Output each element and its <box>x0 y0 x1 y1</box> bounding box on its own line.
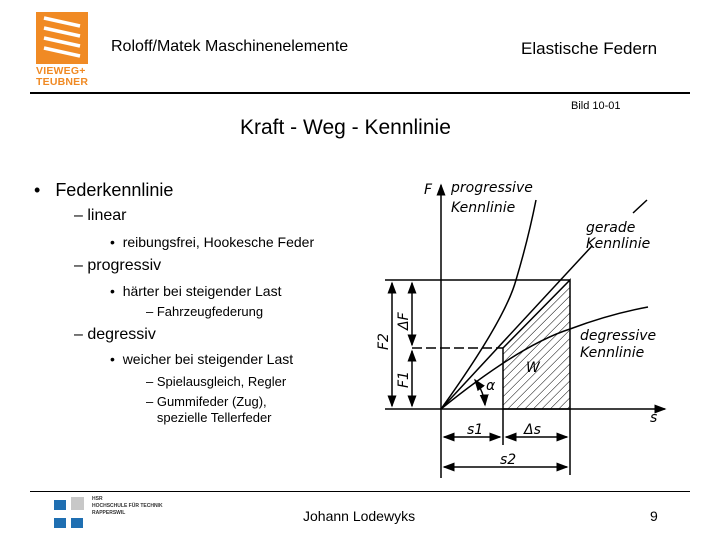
work-label: W <box>526 360 540 376</box>
bullet-text: progressiv <box>87 257 162 274</box>
bullet-text: härter bei steigender Last <box>122 283 282 299</box>
df-label: ΔF <box>396 312 412 330</box>
angle-label: α <box>486 378 496 394</box>
bullet-text: Federkennlinie <box>55 180 174 200</box>
bullet-linear-sub: • reibungsfrei, Hookesche Feder <box>110 234 315 250</box>
progressive-label: progressive <box>451 180 533 196</box>
bullet-text: Fahrzeugfederung <box>156 304 264 319</box>
footer-divider <box>30 491 690 492</box>
bullet-degressiv: – degressiv <box>74 326 156 343</box>
x-axis-label: s <box>650 410 658 426</box>
publisher-name: VIEWEG+ TEUBNER <box>36 65 89 88</box>
bullet-text: weicher bei steigender Last <box>122 351 294 367</box>
linear-label: gerade <box>586 220 636 236</box>
y-axis-label: F <box>424 182 433 198</box>
school-name: RAPPERSWIL <box>92 510 126 516</box>
degressive-label: Kennlinie <box>580 345 645 361</box>
figure-id: Bild 10-01 <box>571 100 621 112</box>
book-title: Roloff/Matek Maschinenelemente <box>111 38 349 55</box>
bullet-text: spezielle Tellerfeder <box>156 410 272 425</box>
bullet-text: degressiv <box>87 326 156 343</box>
bullet-degressiv-sub: • weicher bei steigender Last <box>110 351 294 367</box>
bullet-text: Spielausgleich, Regler <box>156 374 287 389</box>
bullet-degressiv-sub2b: – Gummifeder (Zug), spezielle Tellerfeder <box>146 394 272 425</box>
work-area-hatch <box>503 280 570 409</box>
degressive-label: degressive <box>580 328 657 344</box>
f2-label: F2 <box>376 333 392 350</box>
ds-label: Δs <box>524 422 541 438</box>
bullet-text: Gummifeder (Zug), <box>156 394 267 409</box>
progressive-label: Kennlinie <box>451 200 516 216</box>
bullet-progressiv-sub: • härter bei steigender Last <box>110 283 282 299</box>
bullet-l1: • Federkennlinie <box>34 180 174 200</box>
school-name: HOCHSCHULE FÜR TECHNIK <box>92 503 163 509</box>
s2-label: s2 <box>500 452 517 468</box>
bullet-progressiv-sub2: – Fahrzeugfederung <box>146 304 264 319</box>
page-number: 9 <box>650 508 658 524</box>
chapter-title: Elastische Federn <box>521 39 658 58</box>
bullet-text: linear <box>87 207 127 224</box>
linear-label: Kennlinie <box>586 236 651 252</box>
bullet-progressiv: – progressiv <box>74 257 162 274</box>
f1-label: F1 <box>396 371 412 388</box>
s1-label: s1 <box>467 422 484 438</box>
bullet-text: reibungsfrei, Hookesche Feder <box>122 234 315 250</box>
bullet-linear: – linear <box>74 207 127 224</box>
bullet-degressiv-sub2a: – Spielausgleich, Regler <box>146 374 287 389</box>
slide-title: Kraft - Weg - Kennlinie <box>240 116 451 139</box>
school-name: HSR <box>92 496 103 502</box>
footer-author: Johann Lodewyks <box>303 508 416 524</box>
